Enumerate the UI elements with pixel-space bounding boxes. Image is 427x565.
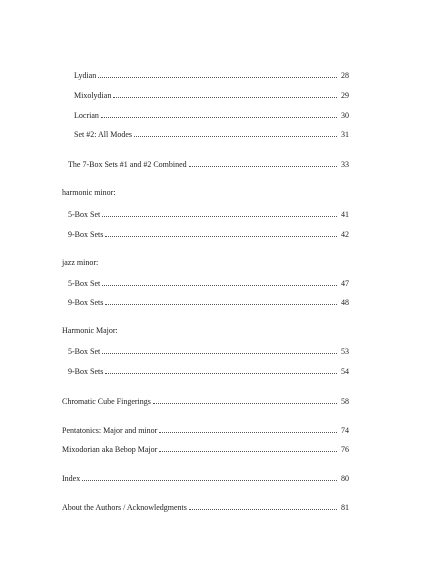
toc-entry-about <box>62 503 349 513</box>
toc-entry-jm-9box <box>68 298 349 308</box>
toc-entry-title: 9-Box Sets <box>68 298 104 307</box>
dot-leader <box>189 160 337 167</box>
toc-entry-title: Set #2: All Modes <box>74 130 133 139</box>
toc-entry-page: 80 <box>341 474 349 483</box>
dot-leader <box>113 91 337 98</box>
toc-entry-chromatic <box>62 397 349 407</box>
dot-leader <box>102 279 337 286</box>
toc-entry-title: Pentatonics: Major and minor <box>62 426 158 435</box>
toc-entry-page: 76 <box>341 445 349 454</box>
toc-entry-page: 30 <box>341 111 349 120</box>
toc-entry-seven-box <box>68 160 349 170</box>
toc-entry-page: 48 <box>341 298 349 307</box>
dot-leader <box>102 347 337 354</box>
toc-entry-title: The 7-Box Sets #1 and #2 Combined <box>68 160 187 169</box>
toc-entry-page: 81 <box>341 503 349 512</box>
toc-entry-hm-5box <box>68 210 349 220</box>
dot-leader <box>159 445 337 452</box>
toc-entry-set2 <box>74 130 349 140</box>
toc-entry-page: 74 <box>341 426 349 435</box>
toc-entry-title: About the Authors / Acknowledgments <box>62 503 187 512</box>
toc-entry-title: Chromatic Cube Fingerings <box>62 397 151 406</box>
dot-leader <box>105 367 337 374</box>
toc-entry-index <box>62 474 349 484</box>
dot-leader <box>105 230 337 237</box>
section-heading-jazz-minor: jazz minor: <box>62 258 99 267</box>
dot-leader <box>159 426 337 433</box>
toc-entry-locrian <box>74 111 349 121</box>
toc-entry-page: 28 <box>341 71 349 80</box>
dot-leader <box>189 503 337 510</box>
dot-leader <box>134 130 337 137</box>
toc-entry-hmaj-9box <box>68 367 349 377</box>
toc-entry-title: Mixodorian aka Bebop Major <box>62 445 158 454</box>
toc-entry-title: Lydian <box>74 71 97 80</box>
dot-leader <box>101 111 337 118</box>
toc-entry-page: 42 <box>341 230 349 239</box>
dot-leader <box>153 397 337 404</box>
toc-entry-page: 47 <box>341 279 349 288</box>
toc-entry-lydian <box>74 71 349 81</box>
dot-leader <box>102 210 337 217</box>
toc-entry-title: 5-Box Set <box>68 347 101 356</box>
toc-entry-page: 54 <box>341 367 349 376</box>
toc-entry-title: Locrian <box>74 111 99 120</box>
toc-entry-title: 9-Box Sets <box>68 367 104 376</box>
toc-entry-hmaj-5box <box>68 347 349 357</box>
toc-entry-title: Index <box>62 474 81 483</box>
toc-entry-title: 5-Box Set <box>68 210 101 219</box>
dot-leader <box>105 298 337 305</box>
toc-entry-page: 31 <box>341 130 349 139</box>
section-heading-harmonic-minor: harmonic minor: <box>62 188 116 197</box>
dot-leader <box>98 71 337 78</box>
toc-entry-title: 9-Box Sets <box>68 230 104 239</box>
section-heading-harmonic-major: Harmonic Major: <box>62 326 118 335</box>
toc-entry-page: 29 <box>341 91 349 100</box>
toc-entry-title: 5-Box Set <box>68 279 101 288</box>
toc-entry-hm-9box <box>68 230 349 240</box>
dot-leader <box>82 474 337 481</box>
toc-entry-pentatonics <box>62 426 349 436</box>
toc-entry-mixodorian <box>62 445 349 455</box>
toc-entry-title: Mixolydian <box>74 91 112 100</box>
toc-entry-page: 53 <box>341 347 349 356</box>
toc-entry-jm-5box <box>68 279 349 289</box>
toc-entry-page: 41 <box>341 210 349 219</box>
toc-entry-page: 33 <box>341 160 349 169</box>
toc-entry-mixolydian <box>74 91 349 101</box>
toc-entry-page: 58 <box>341 397 349 406</box>
